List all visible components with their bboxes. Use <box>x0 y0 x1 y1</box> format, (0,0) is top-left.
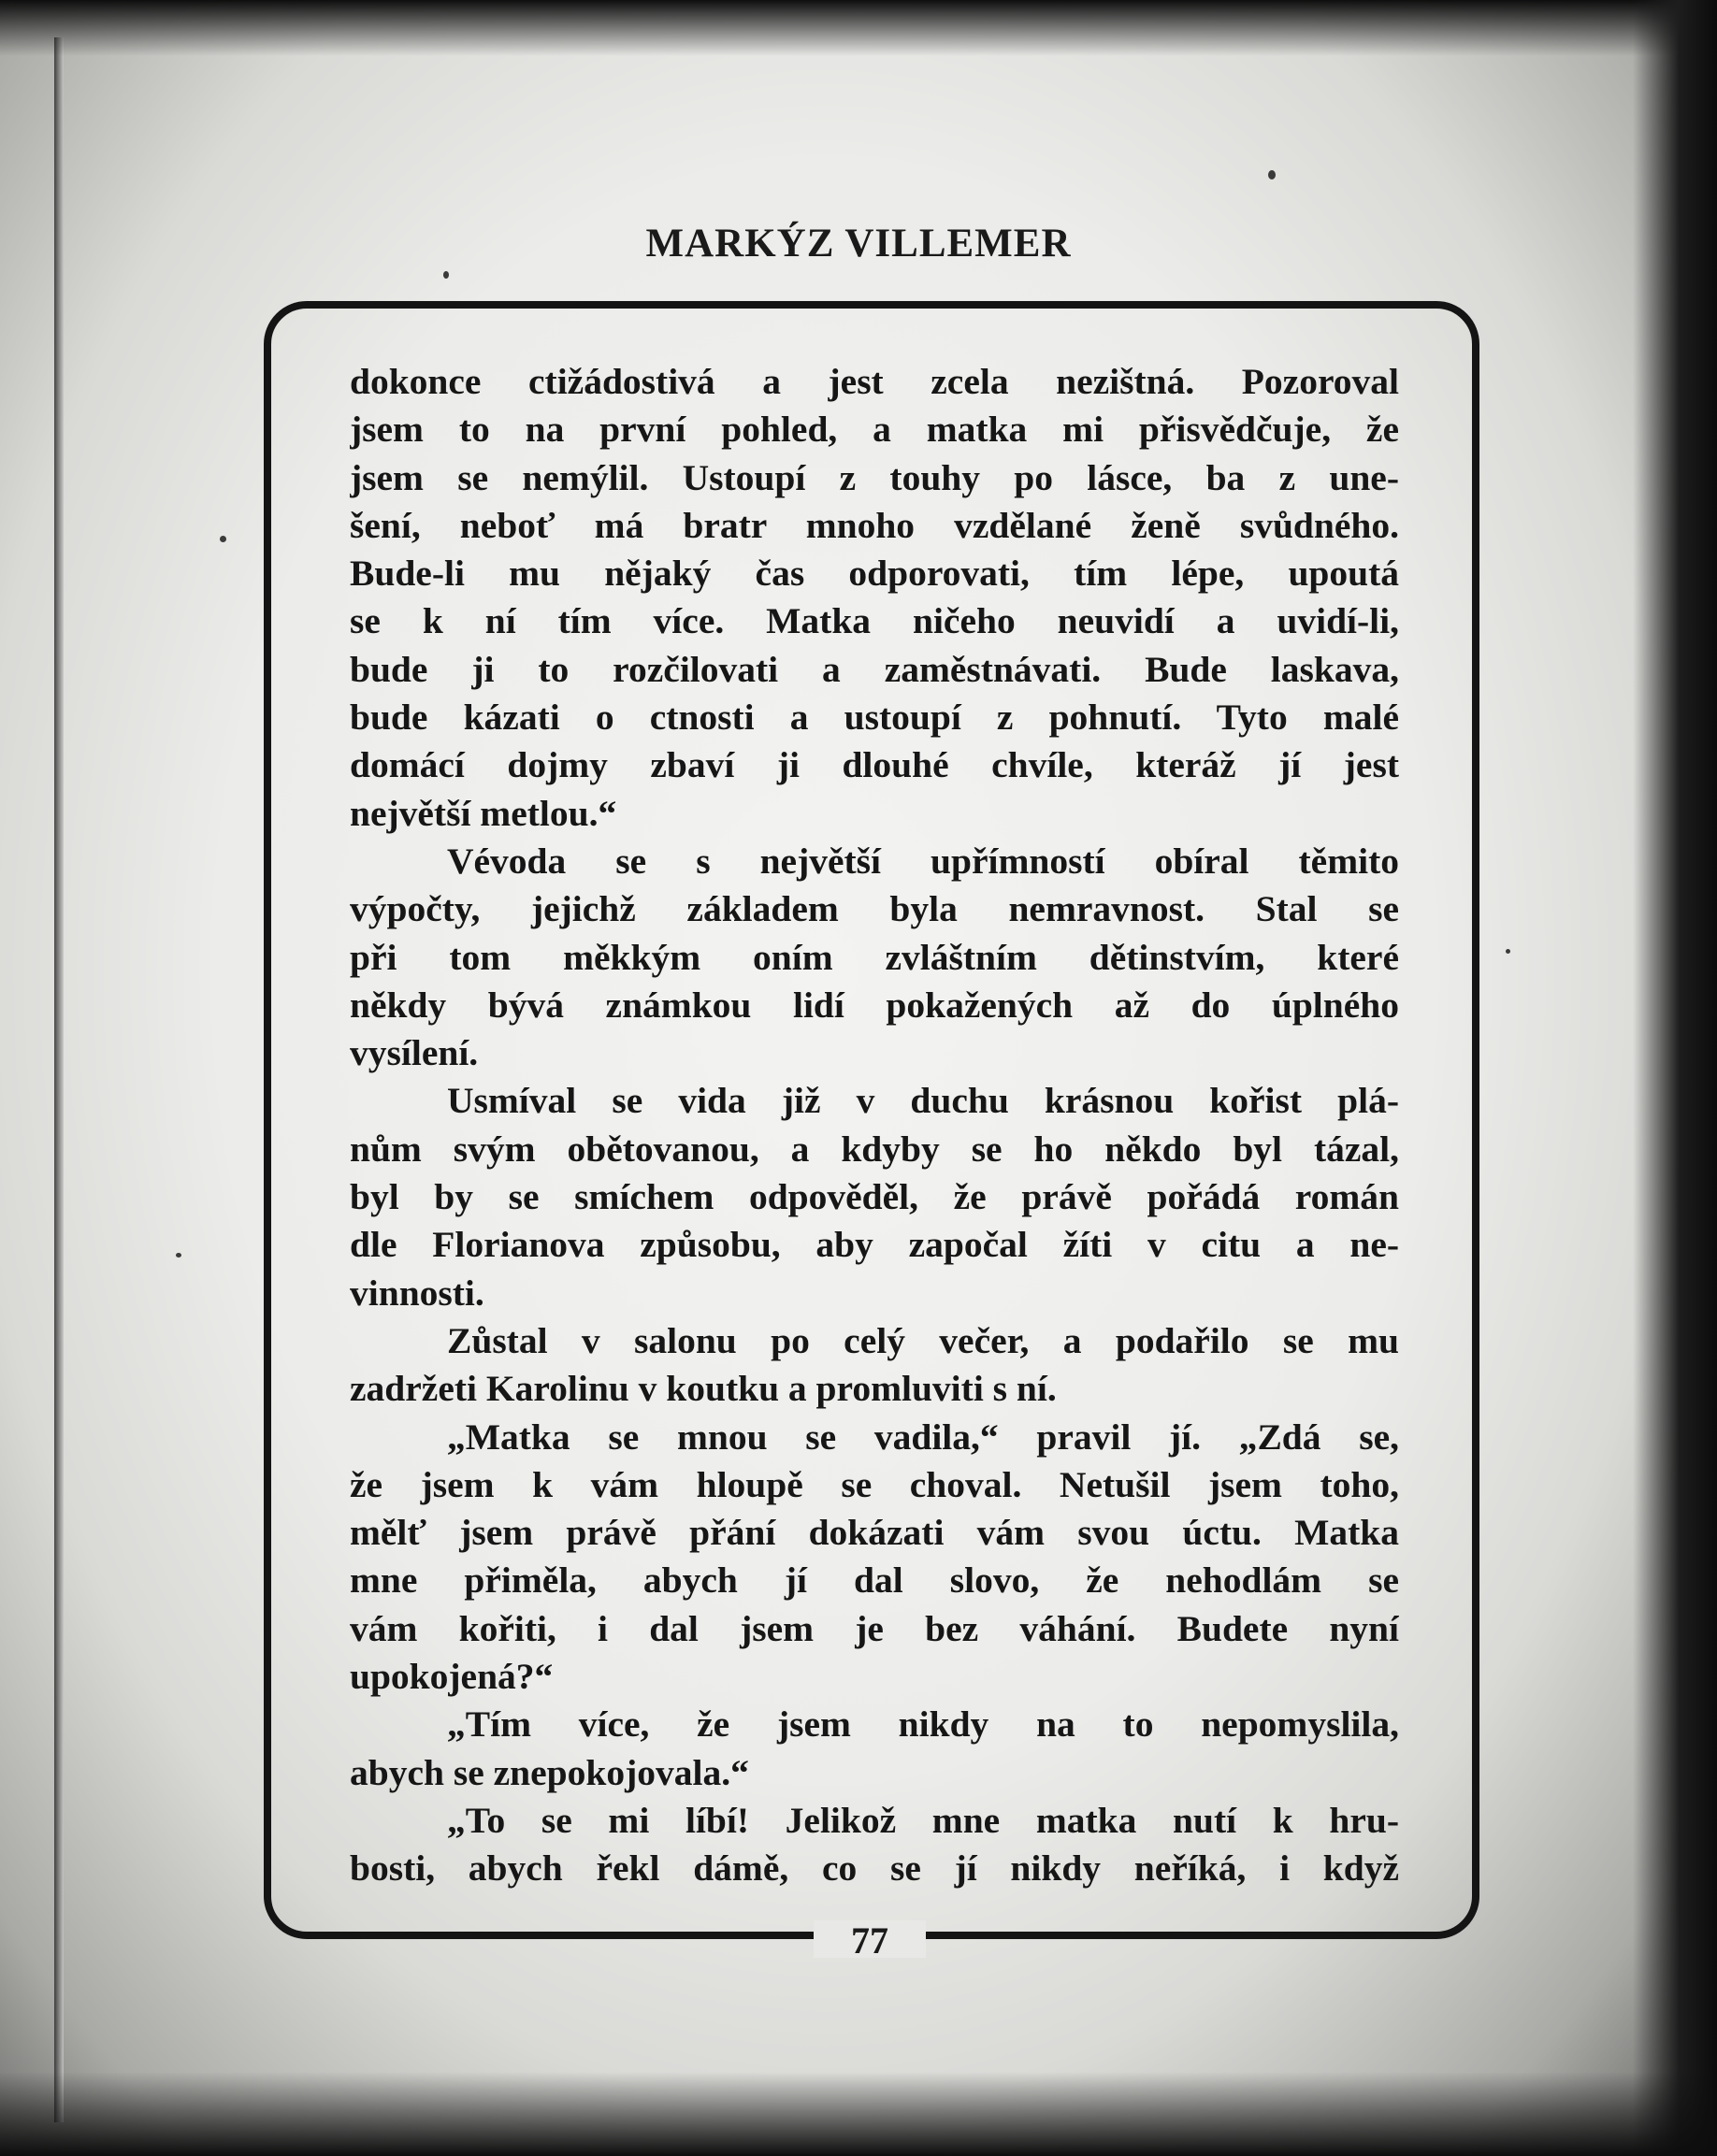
dust-speck <box>1268 170 1276 180</box>
text-line: mělť jsem právě přání dokázati vám svou úctu. Matka <box>350 1512 1399 1554</box>
text-line: vysílení. <box>350 1032 479 1074</box>
text-line: zadržeti Karolinu v koutku a promluviti s ní. <box>350 1368 1057 1410</box>
text-line: jsem to na první pohled, a matka mi přisvědčuje, že <box>350 409 1399 451</box>
text-line: jsem se nemýlil. Ustoupí z touhy po lásce, ba z une- <box>350 456 1399 498</box>
text-line: nům svým obětovanou, a kdyby se ho někdo byl tázal, <box>350 1128 1399 1170</box>
text-line: bude kázati o ctnosti a ustoupí z pohnutí. Tyto malé <box>350 697 1399 739</box>
text-line: mne přiměla, abych jí dal slovo, že nehodlám se <box>350 1560 1399 1602</box>
text-line: dokonce ctižádostivá a jest zcela nezištná. Pozoroval <box>350 361 1399 402</box>
page-number: 77 <box>851 1919 888 1962</box>
text-line: vám kořiti, i dal jsem je bez váhání. Budete nyní <box>350 1607 1399 1649</box>
text-line: „To se mi líbí! Jelikož mne matka nutí k hru- <box>447 1799 1399 1841</box>
text-line: domácí dojmy zbaví ji dlouhé chvíle, kteráž jí jest <box>350 744 1399 786</box>
dust-speck <box>176 1253 181 1258</box>
text-line: „Tím více, že jsem nikdy na to nepomyslila, <box>447 1703 1399 1746</box>
body-text <box>350 358 1399 1893</box>
text-line: Zůstal v salonu po celý večer, a podařilo se mu <box>447 1319 1399 1361</box>
text-line: při tom měkkým oním zvláštním dětinstvím, které <box>350 936 1399 978</box>
text-line: „Matka se mnou se vadila,“ pravil jí. „Zdá se, <box>447 1416 1399 1458</box>
text-line: vinnosti. <box>350 1272 484 1314</box>
text-line: se k ní tím více. Matka ničeho neuvidí a uvidí-li, <box>350 600 1399 642</box>
text-line: dle Florianova způsobu, aby započal žíti v citu a ne- <box>350 1224 1399 1266</box>
scan-border-right <box>1633 0 1717 2156</box>
text-line: upokojená?“ <box>350 1656 554 1698</box>
running-head: MARKÝZ VILLEMER <box>645 222 1072 266</box>
text-line: největší metlou.“ <box>350 792 617 834</box>
dust-speck <box>220 536 226 542</box>
text-line: Vévoda se s největší upřímností obíral těmito <box>447 840 1399 882</box>
text-line: Usmíval se vida již v duchu krásnou kořist plá- <box>447 1080 1399 1122</box>
dust-speck <box>1506 949 1510 954</box>
scan-border-top <box>0 0 1717 56</box>
text-line: byl by se smíchem odpověděl, že právě pořádá román <box>350 1176 1399 1218</box>
scan-border-bottom <box>0 2072 1717 2156</box>
text-line: bosti, abych řekl dámě, co se jí nikdy neříká, i když <box>350 1847 1399 1890</box>
text-line: výpočty, jejichž základem byla nemravnost. Stal se <box>350 888 1399 930</box>
text-line: šení, neboť má bratr mnoho vzdělané ženě svůdného. <box>350 504 1399 546</box>
text-line: abych se znepokojovala.“ <box>350 1751 749 1793</box>
text-line: bude ji to rozčilovati a zaměstnávati. Bude laskava, <box>350 648 1399 690</box>
text-line: Bude-li mu nějaký čas odporovati, tím lépe, upoutá <box>350 553 1399 595</box>
text-line: někdy bývá známkou lidí pokažených až do úplného <box>350 984 1399 1026</box>
binding-edge <box>54 37 64 2122</box>
dust-speck <box>443 271 449 279</box>
text-line: že jsem k vám hloupě se choval. Netušil jsem toho, <box>350 1463 1399 1505</box>
